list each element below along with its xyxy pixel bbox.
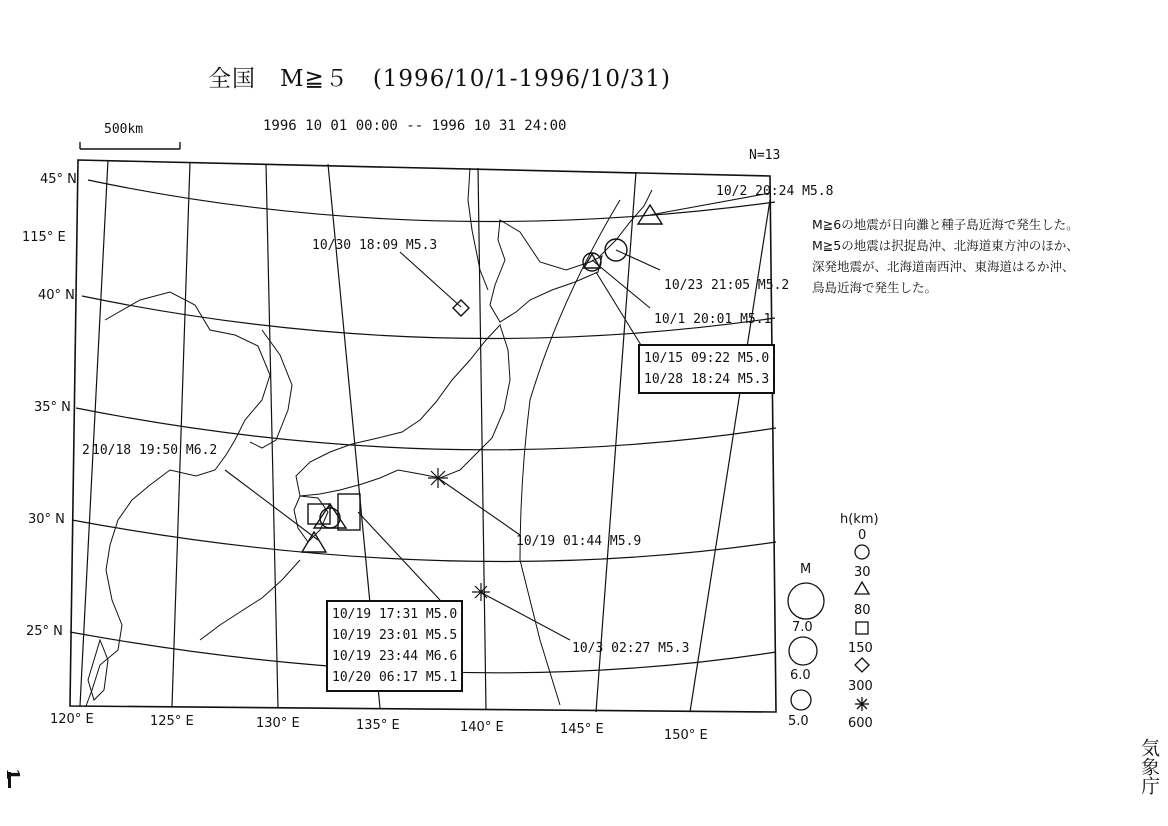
map-title: 全国 M≧５ (1996/10/1-1996/10/31) — [208, 66, 672, 92]
leader-1001 — [592, 260, 650, 308]
legend-magnitude-5: 5.0 — [788, 714, 809, 729]
event-1019a-asterisk-icon — [428, 468, 448, 488]
event-box-south — [326, 600, 463, 692]
lat-label-45: 45° N — [40, 172, 77, 187]
summary-note-line: M≧6の地震が日向灘と種子島近海で発生した。 — [812, 217, 1079, 232]
event-box-east-line: 10/15 09:22 M5.0 — [644, 351, 770, 366]
coast-korea-china — [86, 292, 270, 706]
leader-1019a — [438, 478, 520, 535]
event-label-1023: 10/23 21:05 M5.2 — [664, 278, 790, 293]
longitude-line-140 — [478, 168, 486, 710]
scale-bar-label: 500km — [104, 122, 144, 137]
coast-honshu — [296, 325, 510, 496]
legend-m6-circle-icon — [789, 637, 817, 665]
longitude-line-150 — [690, 200, 770, 712]
legend-depth-150: 150 — [848, 641, 873, 656]
event-label-1003: 10/3 02:27 M5.3 — [572, 641, 690, 656]
summary-notes — [812, 214, 1079, 298]
lon-label-120: 120° E — [50, 712, 94, 727]
legend-magnitude-6: 6.0 — [790, 668, 811, 683]
event-count: N=13 — [749, 148, 781, 163]
page-number: 1 — [2, 768, 23, 781]
leader-box-south — [358, 512, 440, 600]
lat-label-25: 25° N — [26, 624, 63, 639]
longitude-line-145 — [596, 172, 636, 712]
legend-depth-title: h(km) — [840, 512, 879, 527]
legend-depth-0: 0 — [858, 528, 867, 543]
event-box-south-line: 10/19 17:31 M5.0 — [332, 607, 458, 622]
longitude-line-130 — [266, 164, 278, 708]
summary-note-line: M≧5の地震は択捉島沖、北海道東方沖のほか、 — [812, 238, 1079, 253]
lon-label-135: 135° E — [356, 718, 400, 733]
event-box-east-line: 10/28 18:24 M5.3 — [644, 372, 770, 387]
legend-m5-circle-icon — [791, 690, 811, 710]
agency-name: 気象庁 — [1138, 738, 1160, 795]
scale-bar — [80, 142, 180, 149]
event-1018-triangle-icon — [302, 532, 326, 552]
summary-note-line: 深発地震が、北海道南西沖、東海道はるか沖、 — [812, 259, 1075, 274]
event-box-south-line: 10/20 06:17 M5.1 — [332, 670, 458, 685]
lon-label-150: 150° E — [664, 728, 708, 743]
coast-nansei — [200, 560, 300, 640]
leader-1030 — [400, 252, 461, 307]
event-box-south-line: 10/19 23:44 M6.6 — [332, 649, 458, 664]
event-box-east — [638, 344, 775, 394]
lat-label-35: 35° N — [34, 400, 71, 415]
legend-m7-circle-icon — [788, 583, 824, 619]
leader-1023 — [616, 250, 660, 270]
legend-diamond-icon — [855, 658, 869, 672]
legend-magnitude-title: M — [800, 562, 812, 577]
event-label-1001: 10/1 20:01 M5.1 — [654, 312, 772, 327]
legend-triangle-icon — [855, 582, 869, 594]
trench-line — [520, 200, 620, 705]
event-label-1030: 10/30 18:09 M5.3 — [312, 238, 438, 253]
period-range: 1996 10 01 00:00 -- 1996 10 31 24:00 — [263, 118, 567, 134]
event-label-1002: 10/2 20:24 M5.8 — [716, 184, 834, 199]
event-label-1019a: 10/19 01:44 M5.9 — [516, 534, 642, 549]
lat-label-40: 40° N — [38, 288, 75, 303]
legend-depth-300: 300 — [848, 679, 873, 694]
lon-label-140: 140° E — [460, 720, 504, 735]
coast-hokkaido — [490, 220, 602, 322]
lon-label-145: 145° E — [560, 722, 604, 737]
longitude-line-120 — [80, 160, 108, 706]
leader-1018 — [225, 470, 318, 540]
lon-label-115: 115° E — [22, 230, 66, 245]
event-label-1018: 10/18 19:50 M6.2 — [92, 443, 218, 458]
legend-depth-600: 600 — [848, 716, 873, 731]
legend-depth-80: 80 — [854, 603, 871, 618]
lon-label-130: 130° E — [256, 716, 300, 731]
lon-label-125: 125° E — [150, 714, 194, 729]
longitude-line-125 — [172, 162, 190, 706]
legend-depth-30: 30 — [854, 565, 871, 580]
leader-1003 — [480, 592, 570, 640]
legend-asterisk-icon — [855, 697, 869, 711]
legend-magnitude-7: 7.0 — [792, 620, 813, 635]
event-1003-asterisk-icon — [472, 583, 490, 601]
legend-circle-icon — [855, 545, 869, 559]
legend-square-icon — [856, 622, 868, 634]
latitude-line-45 — [88, 180, 775, 222]
lat-label-30: 30° N — [28, 512, 65, 527]
event-south-square-icon-2 — [338, 494, 360, 530]
summary-note-line: 鳥島近海で発生した。 — [812, 280, 938, 295]
event-box-south-line: 10/19 23:01 M5.5 — [332, 628, 458, 643]
event-label-1018-prefix: 2 — [82, 443, 90, 458]
